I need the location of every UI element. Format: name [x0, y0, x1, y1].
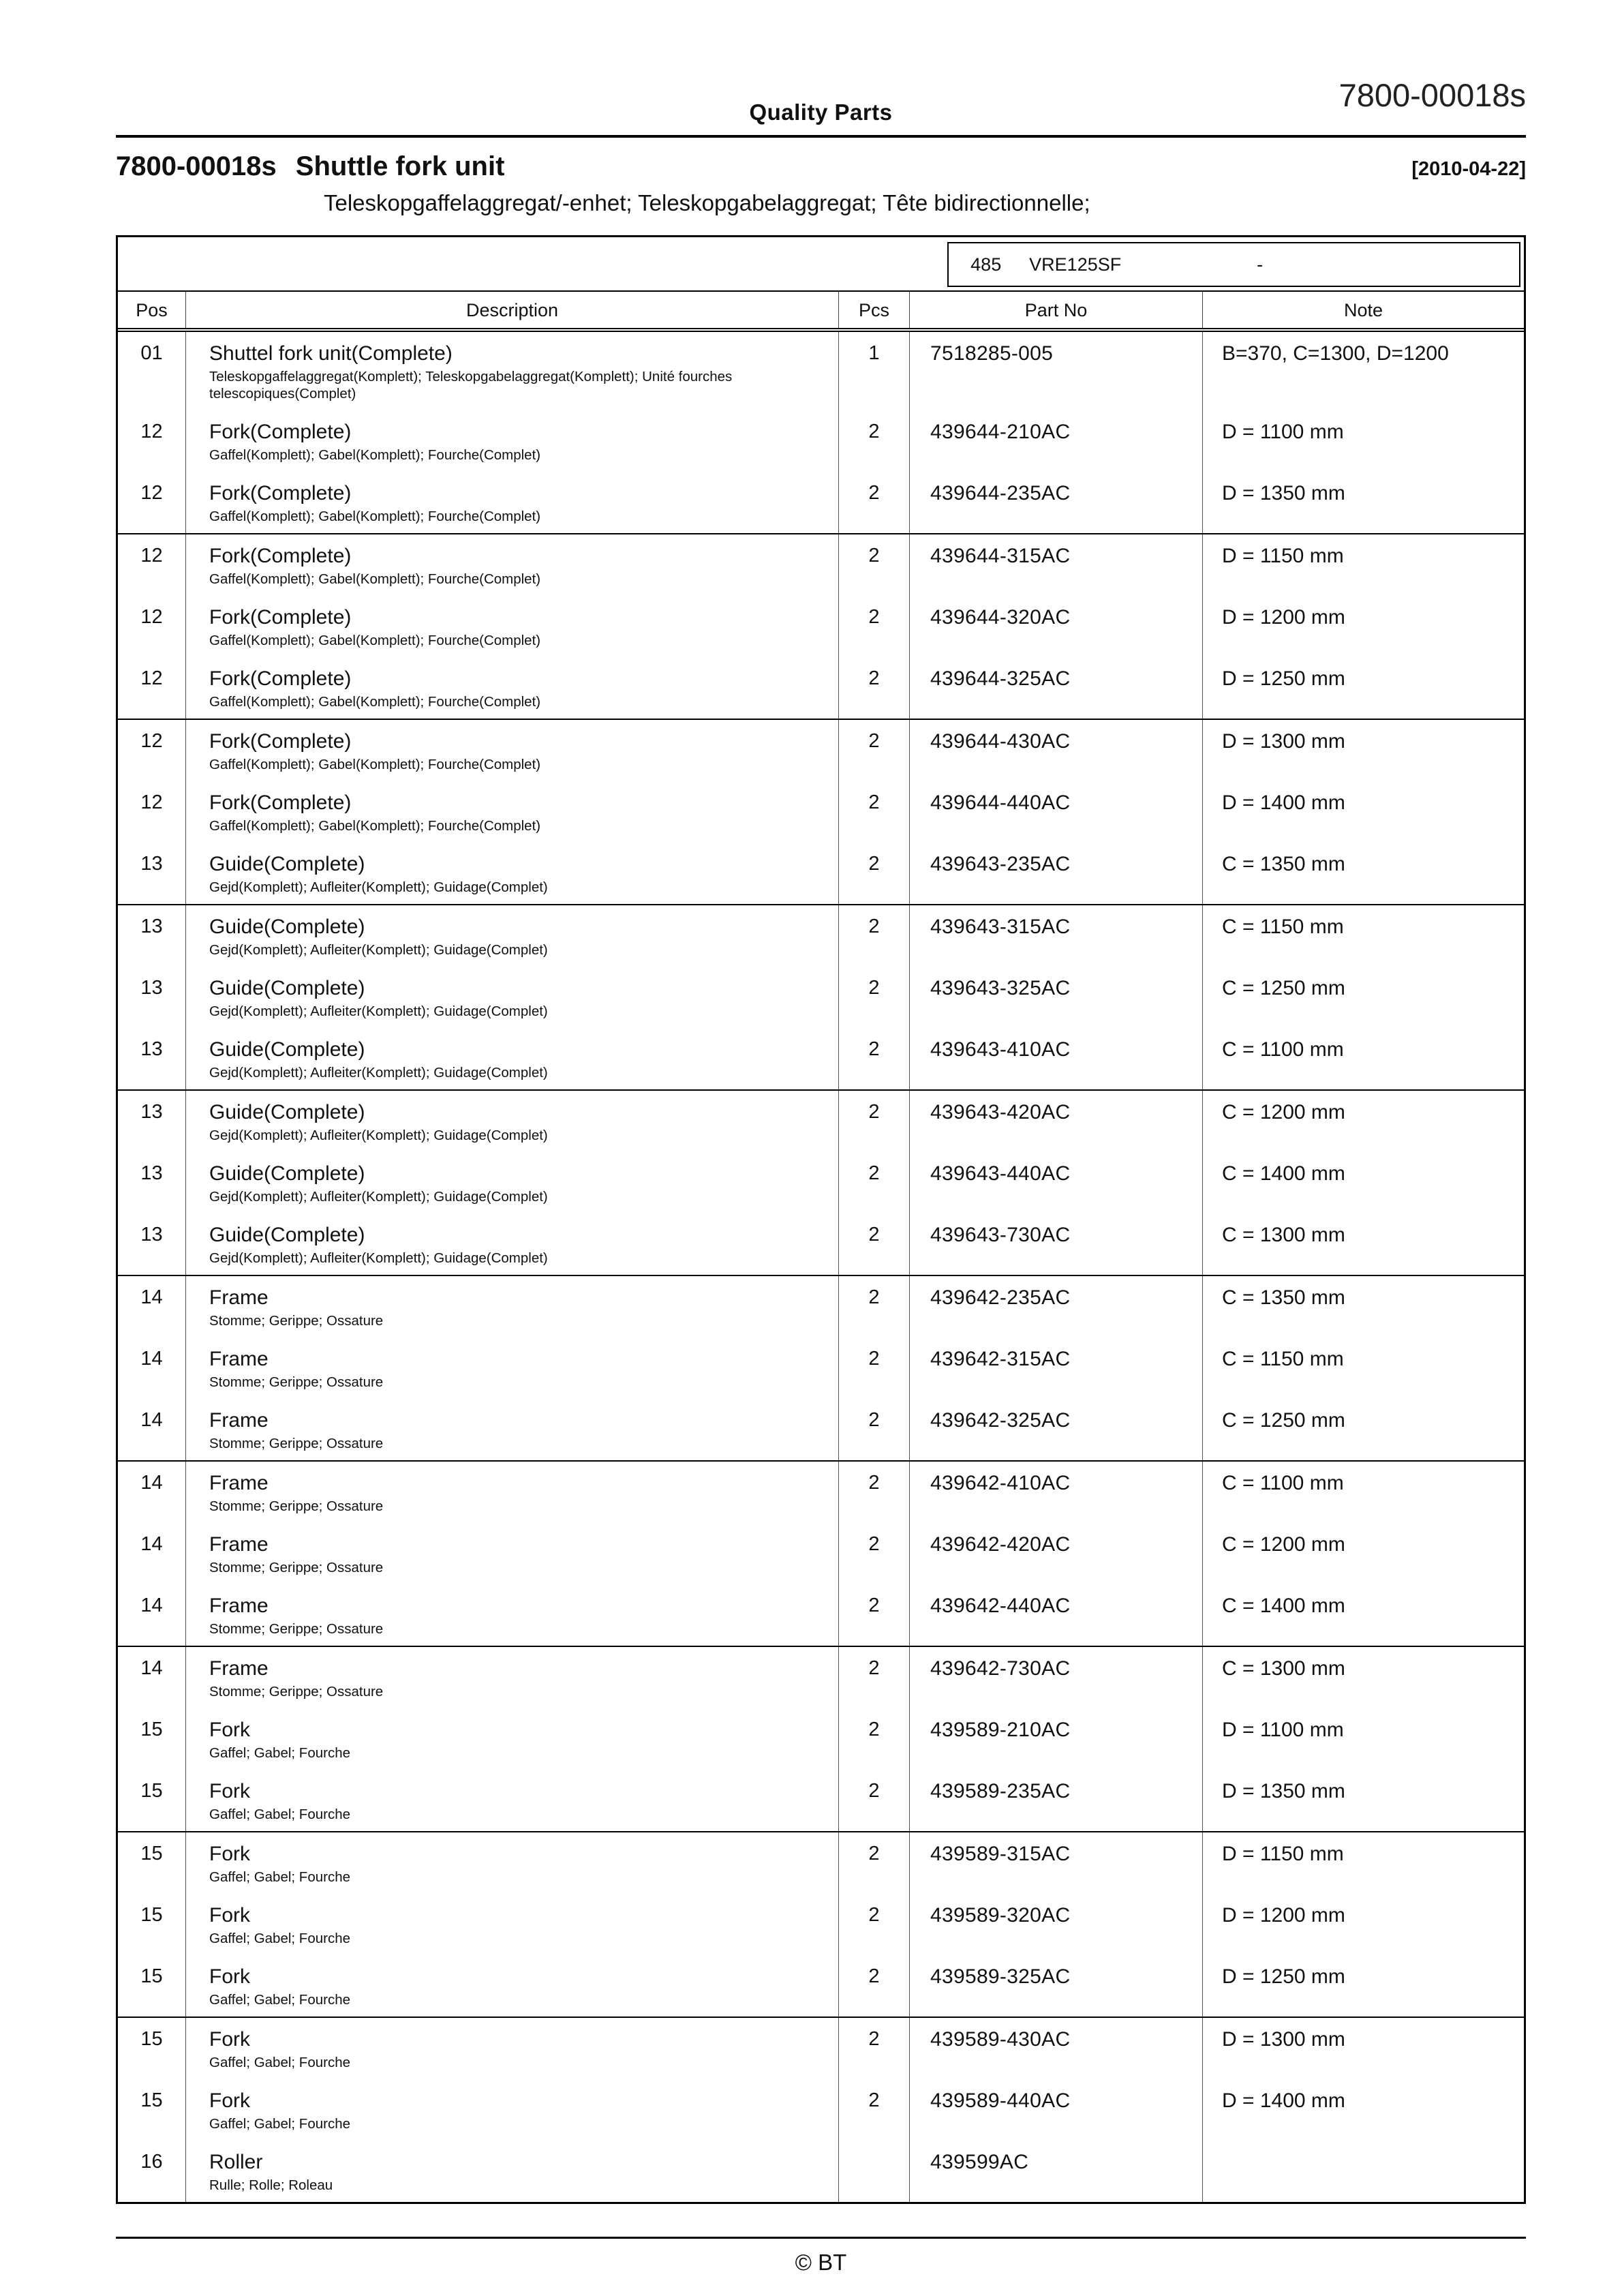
col-header-pcs: Pcs [839, 292, 910, 328]
row-pcs: 2 [839, 1832, 910, 1894]
row-pos: 13 [118, 843, 186, 904]
row-description-translations: Gaffel; Gabel; Fourche [209, 1807, 351, 1822]
model-dash: - [1257, 254, 1264, 275]
row-description [186, 1213, 839, 1275]
row-description [186, 596, 839, 657]
header-document-code: 7800-00018s [1338, 77, 1526, 113]
row-description-main: Guide(Complete) [209, 1162, 365, 1185]
row-description [186, 1276, 839, 1338]
row-note: D = 1350 mm [1222, 482, 1345, 504]
row-group [118, 1647, 1524, 1832]
row-note: D = 1350 mm [1222, 1780, 1345, 1802]
row-pos: 14 [118, 1338, 186, 1399]
row-note: C = 1150 mm [1222, 916, 1344, 938]
row-description-main: Shuttel fork unit(Complete) [209, 342, 453, 365]
row-partno: 439642-315AC [910, 1338, 1203, 1399]
row-partno: 439599AC [910, 2141, 1203, 2202]
row-pos: 12 [118, 472, 186, 533]
row-pos: 15 [118, 2018, 186, 2079]
row-description-translations: Stomme; Gerippe; Ossature [209, 1374, 384, 1390]
table-row [118, 1955, 1524, 2016]
row-description-translations: Stomme; Gerippe; Ossature [209, 1684, 384, 1700]
row-description-main: Fork(Complete) [209, 606, 352, 629]
page-footer [116, 2237, 1526, 2276]
row-note: C = 1350 mm [1222, 853, 1345, 875]
row-pos: 12 [118, 410, 186, 472]
row-description [186, 2079, 839, 2141]
row-pcs: 2 [839, 1955, 910, 2016]
row-description-main: Fork(Complete) [209, 791, 352, 814]
row-description-translations: Stomme; Gerippe; Ossature [209, 1313, 384, 1329]
row-note: C = 1300 mm [1222, 1657, 1345, 1680]
row-description-main: Fork [209, 1965, 250, 1988]
row-partno: 439642-410AC [910, 1462, 1203, 1523]
row-pos: 12 [118, 596, 186, 657]
row-note: C = 1200 mm [1222, 1101, 1345, 1123]
row-pos: 14 [118, 1276, 186, 1338]
table-row [118, 1523, 1524, 1584]
row-description-translations: Gaffel(Komplett); Gabel(Komplett); Fourche(Complet) [209, 571, 541, 587]
table-row [118, 1152, 1524, 1213]
row-pcs: 2 [839, 1647, 910, 1708]
row-pcs: 2 [839, 2018, 910, 2079]
row-description-main: Frame [209, 1348, 269, 1370]
row-description-translations: Gejd(Komplett); Aufleiter(Komplett); Guidage(Complet) [209, 1250, 548, 1266]
row-group [118, 1832, 1524, 2018]
row-note: D = 1200 mm [1222, 606, 1345, 629]
row-note: D = 1200 mm [1222, 1904, 1345, 1927]
row-description-translations: Stomme; Gerippe; Ossature [209, 1560, 384, 1575]
row-partno: 439643-235AC [910, 843, 1203, 904]
row-pos: 14 [118, 1647, 186, 1708]
table-row [118, 534, 1524, 596]
table-row [118, 1584, 1524, 1646]
row-pcs: 2 [839, 657, 910, 719]
row-partno: 439644-325AC [910, 657, 1203, 719]
row-pcs: 2 [839, 1213, 910, 1275]
row-description-main: Fork [209, 2028, 250, 2051]
row-pcs: 2 [839, 2079, 910, 2141]
row-pcs: 2 [839, 1708, 910, 1770]
header-rule [116, 135, 1526, 138]
row-pcs: 2 [839, 1770, 910, 1831]
row-description [186, 1894, 839, 1955]
row-pos: 13 [118, 1091, 186, 1152]
model-row [118, 237, 1524, 292]
row-note: D = 1300 mm [1222, 730, 1345, 753]
row-note: D = 1300 mm [1222, 2028, 1345, 2051]
table-row [118, 1462, 1524, 1523]
row-note: D = 1100 mm [1222, 421, 1344, 443]
row-description [186, 1584, 839, 1646]
row-pos: 12 [118, 657, 186, 719]
row-description [186, 410, 839, 472]
row-description-main: Guide(Complete) [209, 1038, 365, 1061]
table-row [118, 1647, 1524, 1708]
row-note: D = 1150 mm [1222, 545, 1344, 567]
row-description-main: Fork(Complete) [209, 667, 352, 690]
row-group [118, 2018, 1524, 2202]
table-row [118, 1399, 1524, 1460]
row-description [186, 332, 839, 410]
row-partno: 439643-325AC [910, 967, 1203, 1028]
row-pcs: 2 [839, 1028, 910, 1089]
table-row [118, 596, 1524, 657]
row-pos: 15 [118, 1832, 186, 1894]
row-description [186, 967, 839, 1028]
row-partno: 439643-730AC [910, 1213, 1203, 1275]
footer-rule [116, 2237, 1526, 2239]
row-description-translations: Gaffel; Gabel; Fourche [209, 1931, 351, 1946]
row-group [118, 332, 1524, 534]
row-description-translations: Gaffel(Komplett); Gabel(Komplett); Fourche(Complet) [209, 633, 541, 648]
col-header-description: Description [186, 292, 839, 328]
row-pos: 15 [118, 1894, 186, 1955]
row-pos: 13 [118, 1152, 186, 1213]
row-description-translations: Gaffel(Komplett); Gabel(Komplett); Fourche(Complet) [209, 818, 541, 834]
row-pos: 14 [118, 1584, 186, 1646]
row-pos: 13 [118, 1213, 186, 1275]
table-row [118, 472, 1524, 533]
row-partno: 439642-235AC [910, 1276, 1203, 1338]
row-description-translations: Gejd(Komplett); Aufleiter(Komplett); Guidage(Complet) [209, 1065, 548, 1081]
table-row [118, 2079, 1524, 2141]
table-row [118, 2141, 1524, 2202]
row-description [186, 1708, 839, 1770]
row-description-main: Frame [209, 1472, 269, 1494]
row-description-translations: Gejd(Komplett); Aufleiter(Komplett); Guidage(Complet) [209, 1128, 548, 1143]
row-group [118, 1276, 1524, 1462]
row-pcs: 2 [839, 1091, 910, 1152]
row-pos: 01 [118, 332, 186, 410]
row-note: C = 1200 mm [1222, 1533, 1345, 1556]
row-note: C = 1100 mm [1222, 1038, 1344, 1061]
row-description-translations: Gejd(Komplett); Aufleiter(Komplett); Guidage(Complet) [209, 942, 548, 958]
row-description-main: Fork [209, 1904, 250, 1927]
row-pos: 16 [118, 2141, 186, 2202]
row-description-main: Fork [209, 2089, 250, 2112]
row-pcs: 2 [839, 596, 910, 657]
row-pcs: 2 [839, 1894, 910, 1955]
table-row [118, 1276, 1524, 1338]
row-pcs: 1 [839, 332, 910, 410]
row-pcs: 2 [839, 1399, 910, 1460]
row-description-main: Guide(Complete) [209, 916, 365, 938]
row-pos: 13 [118, 905, 186, 967]
row-group [118, 720, 1524, 905]
row-partno: 439589-430AC [910, 2018, 1203, 2079]
model-code: 485 [970, 254, 1002, 275]
row-partno: 439644-440AC [910, 781, 1203, 843]
row-pcs: 2 [839, 781, 910, 843]
row-description [186, 1955, 839, 2016]
row-description [186, 1399, 839, 1460]
row-partno: 439643-410AC [910, 1028, 1203, 1089]
row-partno: 439589-440AC [910, 2079, 1203, 2141]
table-body [118, 332, 1524, 2202]
table-row [118, 1708, 1524, 1770]
row-description [186, 534, 839, 596]
row-note: D = 1400 mm [1222, 791, 1345, 814]
row-description-translations: Teleskopgaffelaggregat(Komplett); Teleskopgabelaggregat(Komplett); Unité fourches telescopiques(Complet) [209, 369, 733, 402]
table-row [118, 1832, 1524, 1894]
row-description-translations: Stomme; Gerippe; Ossature [209, 1621, 384, 1637]
row-description [186, 2141, 839, 2202]
row-partno: 439589-210AC [910, 1708, 1203, 1770]
row-description-translations: Gaffel; Gabel; Fourche [209, 2055, 351, 2070]
row-description [186, 1523, 839, 1584]
row-note: C = 1400 mm [1222, 1162, 1345, 1185]
table-row [118, 1213, 1524, 1275]
row-partno: 439643-315AC [910, 905, 1203, 967]
row-description [186, 472, 839, 533]
row-description-main: Frame [209, 1657, 269, 1680]
row-description [186, 1028, 839, 1089]
row-description [186, 1832, 839, 1894]
row-note: C = 1250 mm [1222, 977, 1345, 999]
row-pos: 13 [118, 1028, 186, 1089]
table-row [118, 2018, 1524, 2079]
row-group [118, 905, 1524, 1091]
row-pos: 13 [118, 967, 186, 1028]
row-description-translations: Stomme; Gerippe; Ossature [209, 1498, 384, 1514]
row-partno: 439644-430AC [910, 720, 1203, 781]
row-note: D = 1250 mm [1222, 667, 1345, 690]
row-description [186, 1462, 839, 1523]
row-pos: 15 [118, 1770, 186, 1831]
row-pos: 14 [118, 1399, 186, 1460]
row-partno: 439589-235AC [910, 1770, 1203, 1831]
row-description [186, 781, 839, 843]
row-note: C = 1100 mm [1222, 1472, 1344, 1494]
table-row [118, 410, 1524, 472]
row-description [186, 843, 839, 904]
row-note: C = 1250 mm [1222, 1409, 1345, 1432]
row-description-translations: Rulle; Rolle; Roleau [209, 2177, 333, 2193]
row-pcs: 2 [839, 1152, 910, 1213]
table-header-row [118, 292, 1524, 332]
col-header-pos: Pos [118, 292, 186, 328]
row-pos: 14 [118, 1523, 186, 1584]
table-row [118, 332, 1524, 410]
row-description-main: Fork(Complete) [209, 730, 352, 753]
header-center-title: Quality Parts [749, 100, 893, 125]
row-pos: 15 [118, 2079, 186, 2141]
table-row [118, 781, 1524, 843]
row-description-main: Fork [209, 1719, 250, 1741]
table-row [118, 657, 1524, 719]
row-description [186, 1152, 839, 1213]
row-description [186, 657, 839, 719]
row-pos: 12 [118, 781, 186, 843]
row-partno: 439642-440AC [910, 1584, 1203, 1646]
document-page [116, 0, 1526, 2204]
row-description-main: Guide(Complete) [209, 1101, 365, 1123]
row-description-translations: Gaffel; Gabel; Fourche [209, 2116, 351, 2132]
row-note: C = 1150 mm [1222, 1348, 1344, 1370]
row-note [1203, 2141, 1524, 2202]
row-pos: 12 [118, 534, 186, 596]
table-row [118, 1770, 1524, 1831]
row-pcs: 2 [839, 1276, 910, 1338]
title-name: Shuttle fork unit [295, 151, 505, 181]
row-pos: 14 [118, 1462, 186, 1523]
row-description-main: Guide(Complete) [209, 853, 365, 875]
row-description-main: Frame [209, 1595, 269, 1617]
row-partno: 439644-210AC [910, 410, 1203, 472]
row-group [118, 1091, 1524, 1276]
row-pos: 12 [118, 720, 186, 781]
row-description-main: Fork [209, 1843, 250, 1865]
row-note: D = 1400 mm [1222, 2089, 1345, 2112]
title-row [116, 151, 1526, 182]
row-description-main: Frame [209, 1409, 269, 1432]
row-partno: 439642-325AC [910, 1399, 1203, 1460]
row-description-main: Fork(Complete) [209, 545, 352, 567]
row-description-translations: Gaffel(Komplett); Gabel(Komplett); Fourche(Complet) [209, 694, 541, 710]
table-row [118, 1894, 1524, 1955]
row-pcs: 2 [839, 1584, 910, 1646]
footer-copyright: © BT [795, 2250, 847, 2275]
table-row [118, 967, 1524, 1028]
row-description [186, 2018, 839, 2079]
row-description-translations: Gejd(Komplett); Aufleiter(Komplett); Guidage(Complet) [209, 879, 548, 895]
parts-table [116, 235, 1526, 2204]
table-row [118, 1338, 1524, 1399]
row-description [186, 1338, 839, 1399]
row-pcs: 2 [839, 534, 910, 596]
title-date: [2010-04-22] [1411, 158, 1526, 180]
row-pcs: 2 [839, 843, 910, 904]
row-pos: 15 [118, 1955, 186, 2016]
row-pos: 15 [118, 1708, 186, 1770]
row-description-translations: Gejd(Komplett); Aufleiter(Komplett); Guidage(Complet) [209, 1189, 548, 1205]
title-translations: Teleskopgaffelaggregat/-enhet; Teleskopgabelaggregat; Tête bidirectionnelle; [324, 190, 1090, 215]
row-description-translations: Gaffel; Gabel; Fourche [209, 1745, 351, 1761]
row-description [186, 1091, 839, 1152]
row-note: C = 1350 mm [1222, 1286, 1345, 1309]
row-group [118, 1462, 1524, 1647]
row-description-main: Guide(Complete) [209, 1224, 365, 1246]
row-pcs: 2 [839, 472, 910, 533]
row-description-translations: Gejd(Komplett); Aufleiter(Komplett); Guidage(Complet) [209, 1003, 548, 1019]
row-description [186, 1647, 839, 1708]
row-pcs: 2 [839, 410, 910, 472]
row-description-translations: Stomme; Gerippe; Ossature [209, 1436, 384, 1451]
row-description [186, 720, 839, 781]
row-partno: 439589-325AC [910, 1955, 1203, 2016]
row-description-main: Fork(Complete) [209, 482, 352, 504]
row-description-translations: Gaffel; Gabel; Fourche [209, 1992, 351, 2008]
row-description [186, 905, 839, 967]
row-pcs: 2 [839, 905, 910, 967]
row-description-translations: Gaffel(Komplett); Gabel(Komplett); Fourche(Complet) [209, 447, 541, 463]
table-row [118, 905, 1524, 967]
row-note: B=370, C=1300, D=1200 [1222, 342, 1449, 365]
col-header-note: Note [1343, 300, 1383, 320]
model-box [947, 242, 1520, 287]
row-partno: 439589-315AC [910, 1832, 1203, 1894]
row-pcs: 2 [839, 967, 910, 1028]
row-pcs: 2 [839, 1462, 910, 1523]
row-note: D = 1100 mm [1222, 1719, 1344, 1741]
table-row [118, 843, 1524, 904]
row-description-main: Frame [209, 1286, 269, 1309]
row-description-main: Roller [209, 2151, 263, 2173]
row-description-main: Guide(Complete) [209, 977, 365, 999]
row-description-translations: Gaffel(Komplett); Gabel(Komplett); Fourche(Complet) [209, 509, 541, 524]
title-code: 7800-00018s [116, 151, 277, 181]
col-header-partno: Part No [910, 292, 1203, 328]
row-description-main: Fork(Complete) [209, 421, 352, 443]
row-partno: 439644-320AC [910, 596, 1203, 657]
table-row [118, 1028, 1524, 1089]
row-partno: 439643-440AC [910, 1152, 1203, 1213]
row-partno: 7518285-005 [910, 332, 1203, 410]
row-note: C = 1300 mm [1222, 1224, 1345, 1246]
row-partno: 439642-420AC [910, 1523, 1203, 1584]
row-description-translations: Gaffel(Komplett); Gabel(Komplett); Fourche(Complet) [209, 757, 541, 772]
row-group [118, 534, 1524, 720]
row-pcs [839, 2141, 910, 2202]
row-note: D = 1250 mm [1222, 1965, 1345, 1988]
model-name: VRE125SF [1029, 254, 1122, 275]
row-description-translations: Gaffel; Gabel; Fourche [209, 1869, 351, 1885]
row-note: C = 1400 mm [1222, 1595, 1345, 1617]
page-header [116, 0, 1526, 135]
row-partno: 439642-730AC [910, 1647, 1203, 1708]
row-partno: 439644-315AC [910, 534, 1203, 596]
table-row [118, 1091, 1524, 1152]
row-pcs: 2 [839, 1523, 910, 1584]
row-description-main: Fork [209, 1780, 250, 1802]
row-note: D = 1150 mm [1222, 1843, 1344, 1865]
table-row [118, 720, 1524, 781]
row-description-main: Frame [209, 1533, 269, 1556]
row-pcs: 2 [839, 1338, 910, 1399]
row-description [186, 1770, 839, 1831]
row-partno: 439643-420AC [910, 1091, 1203, 1152]
row-partno: 439644-235AC [910, 472, 1203, 533]
row-partno: 439589-320AC [910, 1894, 1203, 1955]
row-pcs: 2 [839, 720, 910, 781]
